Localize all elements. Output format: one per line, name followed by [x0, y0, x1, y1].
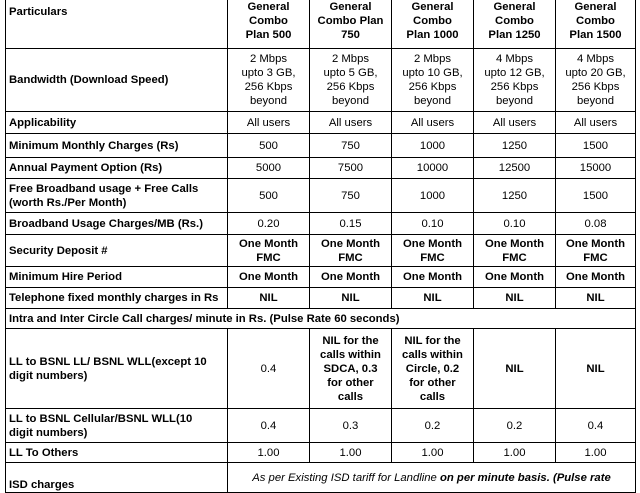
value-cell: NIL [228, 288, 310, 309]
ll-cellular-row [6, 409, 636, 443]
value-cell: 0.4 [556, 409, 636, 443]
value-cell: 0.10 [392, 213, 474, 235]
section-title: Intra and Inter Circle Call charges/ minute in Rs. (Pulse Rate 60 seconds) [6, 309, 636, 329]
bandwidth-cell: 2 Mbps upto 10 GB, 256 Kbps beyond [392, 49, 474, 112]
row-label: LL To Others [6, 443, 228, 463]
value-cell: 5000 [228, 158, 310, 179]
value-cell: 0.3 [310, 409, 392, 443]
applicability-row [6, 112, 636, 134]
value-cell: All users [556, 112, 636, 134]
row-label: Security Deposit # [6, 235, 228, 267]
row-label: LL to BSNL LL/ BSNL WLL(except 10 digit numbers) [6, 329, 228, 409]
free-usage-row [6, 179, 636, 213]
particulars-header: Particulars [6, 0, 228, 49]
isd-text: As per Existing ISD tariff for Landline on per minute basis. (Pulse rate [228, 463, 636, 493]
value-cell: One Month [310, 267, 392, 288]
value-cell: 0.08 [556, 213, 636, 235]
bandwidth-cell: 4 Mbps upto 12 GB, 256 Kbps beyond [474, 49, 556, 112]
row-label: Broadband Usage Charges/MB (Rs.) [6, 213, 228, 235]
ll-others-row [6, 443, 636, 463]
value-cell: 15000 [556, 158, 636, 179]
row-label: Annual Payment Option (Rs) [6, 158, 228, 179]
usage-charges-row [6, 213, 636, 235]
value-cell: 750 [310, 134, 392, 158]
value-cell: 1.00 [556, 443, 636, 463]
value-cell: NIL [556, 329, 636, 409]
value-cell: 1250 [474, 179, 556, 213]
value-cell: 0.15 [310, 213, 392, 235]
value-cell: One Month FMC [556, 235, 636, 267]
value-cell: All users [310, 112, 392, 134]
value-cell: 750 [310, 179, 392, 213]
value-cell: 1.00 [474, 443, 556, 463]
value-cell: 0.4 [228, 409, 310, 443]
value-cell: 1250 [474, 134, 556, 158]
value-cell: 1500 [556, 134, 636, 158]
row-label: ISD charges [6, 463, 228, 493]
value-cell: 1000 [392, 134, 474, 158]
row-label: LL to BSNL Cellular/BSNL WLL(10 digit numbers) [6, 409, 228, 443]
value-cell: NIL [474, 288, 556, 309]
plan-1000-header: General Combo Plan 1000 [392, 0, 474, 49]
min-hire-row [6, 267, 636, 288]
value-cell: NIL for the calls within Circle, 0.2 for other calls [392, 329, 474, 409]
min-monthly-row [6, 134, 636, 158]
value-cell: 500 [228, 134, 310, 158]
value-cell: 500 [228, 179, 310, 213]
value-cell: All users [474, 112, 556, 134]
tariff-table [5, 0, 636, 493]
value-cell: 1000 [392, 179, 474, 213]
plan-1250-header: General Combo Plan 1250 [474, 0, 556, 49]
value-cell: One Month FMC [228, 235, 310, 267]
value-cell: 1500 [556, 179, 636, 213]
row-label: Free Broadband usage + Free Calls (worth Rs./Per Month) [6, 179, 228, 213]
row-label: Telephone fixed monthly charges in Rs [6, 288, 228, 309]
bandwidth-cell: 2 Mbps upto 5 GB, 256 Kbps beyond [310, 49, 392, 112]
security-row [6, 235, 636, 267]
row-label: Bandwidth (Download Speed) [6, 49, 228, 112]
value-cell: 0.20 [228, 213, 310, 235]
value-cell: One Month FMC [474, 235, 556, 267]
value-cell: NIL for the calls within SDCA, 0.3 for other calls [310, 329, 392, 409]
value-cell: NIL [392, 288, 474, 309]
value-cell: 10000 [392, 158, 474, 179]
bandwidth-cell: 4 Mbps upto 20 GB, 256 Kbps beyond [556, 49, 636, 112]
tel-fixed-row [6, 288, 636, 309]
value-cell: One Month FMC [310, 235, 392, 267]
header-row [6, 0, 636, 49]
value-cell: 7500 [310, 158, 392, 179]
value-cell: One Month FMC [392, 235, 474, 267]
value-cell: One Month [556, 267, 636, 288]
annual-row [6, 158, 636, 179]
value-cell: One Month [474, 267, 556, 288]
value-cell: 1.00 [392, 443, 474, 463]
value-cell: 0.2 [474, 409, 556, 443]
value-cell: 1.00 [310, 443, 392, 463]
row-label: Minimum Hire Period [6, 267, 228, 288]
bandwidth-row [6, 49, 636, 112]
value-cell: 12500 [474, 158, 556, 179]
value-cell: All users [392, 112, 474, 134]
row-label: Applicability [6, 112, 228, 134]
isd-row [6, 463, 636, 493]
value-cell: 0.2 [392, 409, 474, 443]
value-cell: NIL [310, 288, 392, 309]
bandwidth-cell: 2 Mbps upto 3 GB, 256 Kbps beyond [228, 49, 310, 112]
row-label: Minimum Monthly Charges (Rs) [6, 134, 228, 158]
value-cell: 0.4 [228, 329, 310, 409]
value-cell: NIL [556, 288, 636, 309]
plan-1500-header: General Combo Plan 1500 [556, 0, 636, 49]
value-cell: NIL [474, 329, 556, 409]
ll-bsnl-row [6, 329, 636, 409]
value-cell: One Month [228, 267, 310, 288]
plan-500-header: General Combo Plan 500 [228, 0, 310, 49]
value-cell: 1.00 [228, 443, 310, 463]
value-cell: All users [228, 112, 310, 134]
value-cell: One Month [392, 267, 474, 288]
plan-750-header: General Combo Plan 750 [310, 0, 392, 49]
value-cell: 0.10 [474, 213, 556, 235]
section-row [6, 309, 636, 329]
